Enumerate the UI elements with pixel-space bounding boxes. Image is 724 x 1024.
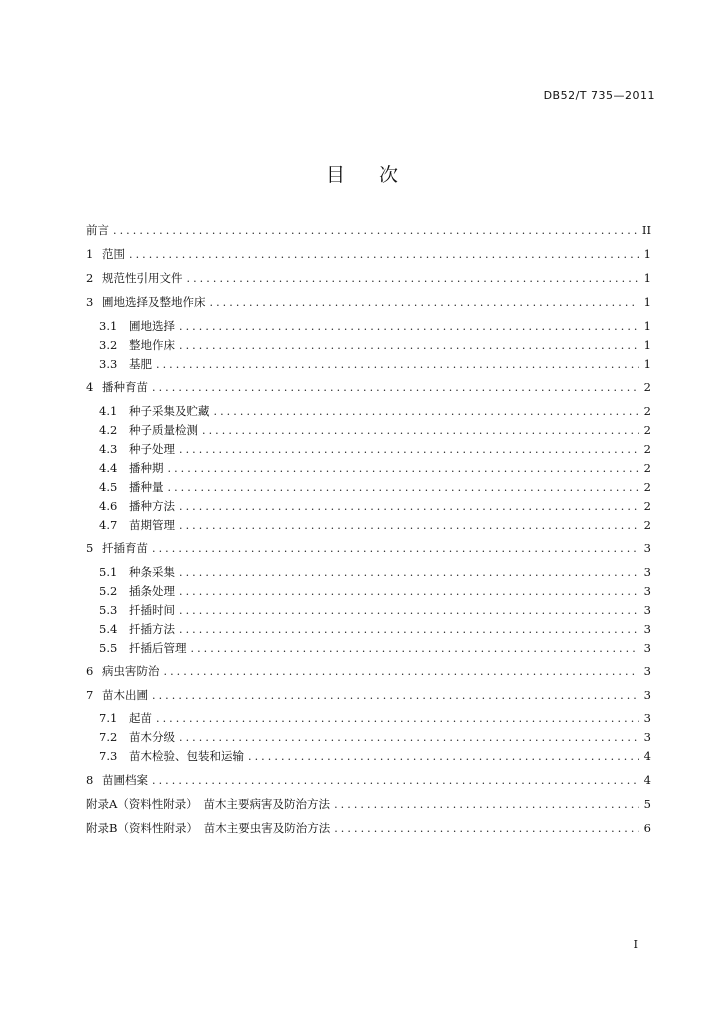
toc-entry-label: 插条处理 <box>129 584 175 598</box>
toc-entry-label: 范围 <box>102 247 125 261</box>
toc-leader-dots <box>191 641 640 657</box>
toc-entry-label: 种条采集 <box>129 565 175 579</box>
toc-leader-dots <box>187 271 640 287</box>
toc-leader-dots <box>156 711 639 727</box>
toc-entry-number: 5.2 <box>99 584 118 598</box>
toc-leader-dots <box>179 518 639 534</box>
toc-entry-page: 1 <box>643 319 651 333</box>
toc-entry-number: 7.1 <box>99 711 118 725</box>
toc-entry-page: 3 <box>643 584 651 598</box>
toc-leader-dots <box>168 461 640 477</box>
toc-entry-page: 3 <box>643 641 651 655</box>
toc-entry[interactable] <box>99 441 651 457</box>
standard-code: DB52/T 735—2011 <box>543 89 655 102</box>
toc-entry-page: 3 <box>643 730 651 744</box>
page-folio: I <box>633 938 638 951</box>
toc-entry[interactable] <box>99 498 651 514</box>
toc-entry-number: 3 <box>86 295 94 309</box>
toc-entry-page: 2 <box>643 404 651 418</box>
toc-leader-dots <box>179 338 639 354</box>
toc-leader-dots <box>214 404 640 420</box>
toc-leader-dots <box>210 295 640 311</box>
toc-entry-label: 播种方法 <box>129 499 175 513</box>
toc-entry-label: 苗木出圃 <box>102 688 148 702</box>
toc-entry-number: 8 <box>86 773 94 787</box>
toc-entry[interactable] <box>99 356 651 372</box>
toc-entry[interactable] <box>86 246 651 262</box>
toc-leader-dots <box>179 499 639 515</box>
toc-entry[interactable] <box>86 663 651 679</box>
toc-entry-page: 2 <box>643 442 651 456</box>
page-title <box>0 160 724 187</box>
toc-entry[interactable] <box>86 270 651 286</box>
toc-entry-number: 4 <box>86 380 94 394</box>
toc-entry[interactable] <box>86 820 651 836</box>
toc-entry-label: 苗圃档案 <box>102 773 148 787</box>
toc-leader-dots <box>179 730 639 746</box>
toc-entry[interactable] <box>99 479 651 495</box>
toc-leader-dots <box>179 603 639 619</box>
toc-entry-page: 4 <box>643 773 651 787</box>
toc-entry-page: 1 <box>643 295 651 309</box>
toc-leader-dots <box>129 247 639 263</box>
toc-entry-number: 6 <box>86 664 94 678</box>
toc-entry-page: 2 <box>643 461 651 475</box>
toc-entry-label: 基肥 <box>129 357 152 371</box>
toc-entry-number: 4.5 <box>99 480 118 494</box>
toc-entry-label: 播种量 <box>129 480 164 494</box>
toc-leader-dots <box>334 797 639 813</box>
toc-entry-number: 4.3 <box>99 442 118 456</box>
toc-leader-dots <box>179 565 639 581</box>
toc-entry[interactable] <box>86 379 651 395</box>
toc-leader-dots <box>334 821 639 837</box>
toc-entry-label: 扦插育苗 <box>102 541 148 555</box>
toc-leader-dots <box>179 319 639 335</box>
toc-entry-number: 4.7 <box>99 518 118 532</box>
toc-entry[interactable] <box>86 796 651 812</box>
toc-entry-number: 7 <box>86 688 94 702</box>
toc-entry-number: 5.4 <box>99 622 118 636</box>
toc-leader-dots <box>113 223 638 239</box>
toc-entry-label: 圃地选择及整地作床 <box>102 295 206 309</box>
toc-entry-number: 3.2 <box>99 338 118 352</box>
toc-entry-page: 6 <box>643 821 651 835</box>
toc-entry-number: 4.4 <box>99 461 118 475</box>
toc-leader-dots <box>152 773 639 789</box>
toc-leader-dots <box>248 749 639 765</box>
toc-entry-page: 3 <box>643 622 651 636</box>
toc-leader-dots <box>179 442 639 458</box>
toc-entry-number: 1 <box>86 247 94 261</box>
toc-entry[interactable] <box>86 540 651 556</box>
toc-entry[interactable] <box>86 222 651 238</box>
toc-entry-page: 3 <box>643 603 651 617</box>
toc-entry-page: 3 <box>643 688 651 702</box>
toc-entry-label: 前言 <box>86 223 109 237</box>
toc-leader-dots <box>152 541 639 557</box>
toc-entry-page: 2 <box>643 380 651 394</box>
title-char-1: 目 <box>325 164 345 186</box>
toc-entry-label: 扦插方法 <box>129 622 175 636</box>
toc-entry-label: 苗木检验、包装和运输 <box>129 749 244 763</box>
toc-entry-number: 5.3 <box>99 603 118 617</box>
toc-entry-page: 1 <box>643 357 651 371</box>
toc-entry[interactable] <box>99 640 651 656</box>
toc-entry-number: 4.6 <box>99 499 118 513</box>
toc-entry-page: 4 <box>643 749 651 763</box>
toc-entry-page: 3 <box>643 711 651 725</box>
toc-entry-page: 1 <box>643 338 651 352</box>
toc-entry-number: 4.1 <box>99 404 118 418</box>
toc-entry-label: 播种育苗 <box>102 380 148 394</box>
toc-leader-dots <box>152 688 639 704</box>
toc-entry[interactable] <box>99 621 651 637</box>
toc-entry-page: 2 <box>643 423 651 437</box>
toc-entry[interactable] <box>99 422 651 438</box>
toc-entry-label: 附录B（资料性附录） 苗木主要虫害及防治方法 <box>86 821 331 835</box>
toc-entry-page: 2 <box>643 499 651 513</box>
toc-entry-label: 苗木分级 <box>129 730 175 744</box>
toc-entry-page: 2 <box>643 480 651 494</box>
toc-entry-label: 扦插后管理 <box>129 641 187 655</box>
toc-leader-dots <box>202 423 639 439</box>
toc-entry[interactable] <box>99 318 651 334</box>
toc-entry-page: II <box>641 223 651 237</box>
toc-entry-number: 7.2 <box>99 730 118 744</box>
toc-entry-label: 规范性引用文件 <box>102 271 183 285</box>
toc-leader-dots <box>179 622 639 638</box>
toc-entry-label: 播种期 <box>129 461 164 475</box>
toc-entry[interactable] <box>99 602 651 618</box>
toc-leader-dots <box>164 664 640 680</box>
toc-entry[interactable] <box>99 403 651 419</box>
toc-entry-label: 种子采集及贮藏 <box>129 404 210 418</box>
toc-entry[interactable] <box>86 294 651 310</box>
toc-entry-label: 病虫害防治 <box>102 664 160 678</box>
toc-entry-page: 3 <box>643 565 651 579</box>
toc-entry-label: 种子质量检测 <box>129 423 198 437</box>
toc-entry-page: 1 <box>643 247 651 261</box>
toc-entry[interactable] <box>99 583 651 599</box>
toc-entry-number: 3.3 <box>99 357 118 371</box>
toc-entry-number: 5.1 <box>99 565 118 579</box>
toc-entry-page: 3 <box>643 541 651 555</box>
toc-entry[interactable] <box>86 687 651 703</box>
toc-entry-number: 2 <box>86 271 94 285</box>
toc-entry-number: 5.5 <box>99 641 118 655</box>
toc-entry[interactable] <box>99 710 651 726</box>
toc-leader-dots <box>156 357 639 373</box>
toc-entry[interactable] <box>99 337 651 353</box>
toc-entry-label: 附录A（资料性附录） 苗木主要病害及防治方法 <box>86 797 331 811</box>
toc-entry[interactable] <box>86 772 651 788</box>
toc-entry-label: 苗期管理 <box>129 518 175 532</box>
toc-entry-label: 扦插时间 <box>129 603 175 617</box>
title-char-2: 次 <box>379 164 399 186</box>
toc-entry-label: 整地作床 <box>129 338 175 352</box>
toc-entry-page: 1 <box>643 271 651 285</box>
toc-entry-label: 种子处理 <box>129 442 175 456</box>
toc-entry-label: 起苗 <box>129 711 152 725</box>
toc-entry-page: 2 <box>643 518 651 532</box>
toc-entry-number: 7.3 <box>99 749 118 763</box>
toc-entry[interactable] <box>99 729 651 745</box>
toc-entry[interactable] <box>99 517 651 533</box>
toc-entry-number: 3.1 <box>99 319 118 333</box>
toc-entry-number: 4.2 <box>99 423 118 437</box>
toc-leader-dots <box>179 584 639 600</box>
toc-entry[interactable] <box>99 748 651 764</box>
toc-entry[interactable] <box>99 460 651 476</box>
toc-entry-label: 圃地选择 <box>129 319 175 333</box>
toc-entry-number: 5 <box>86 541 94 555</box>
toc-leader-dots <box>168 480 640 496</box>
toc-entry-page: 3 <box>643 664 651 678</box>
toc-entry-page: 5 <box>643 797 651 811</box>
toc-entry[interactable] <box>99 564 651 580</box>
toc-leader-dots <box>152 380 639 396</box>
